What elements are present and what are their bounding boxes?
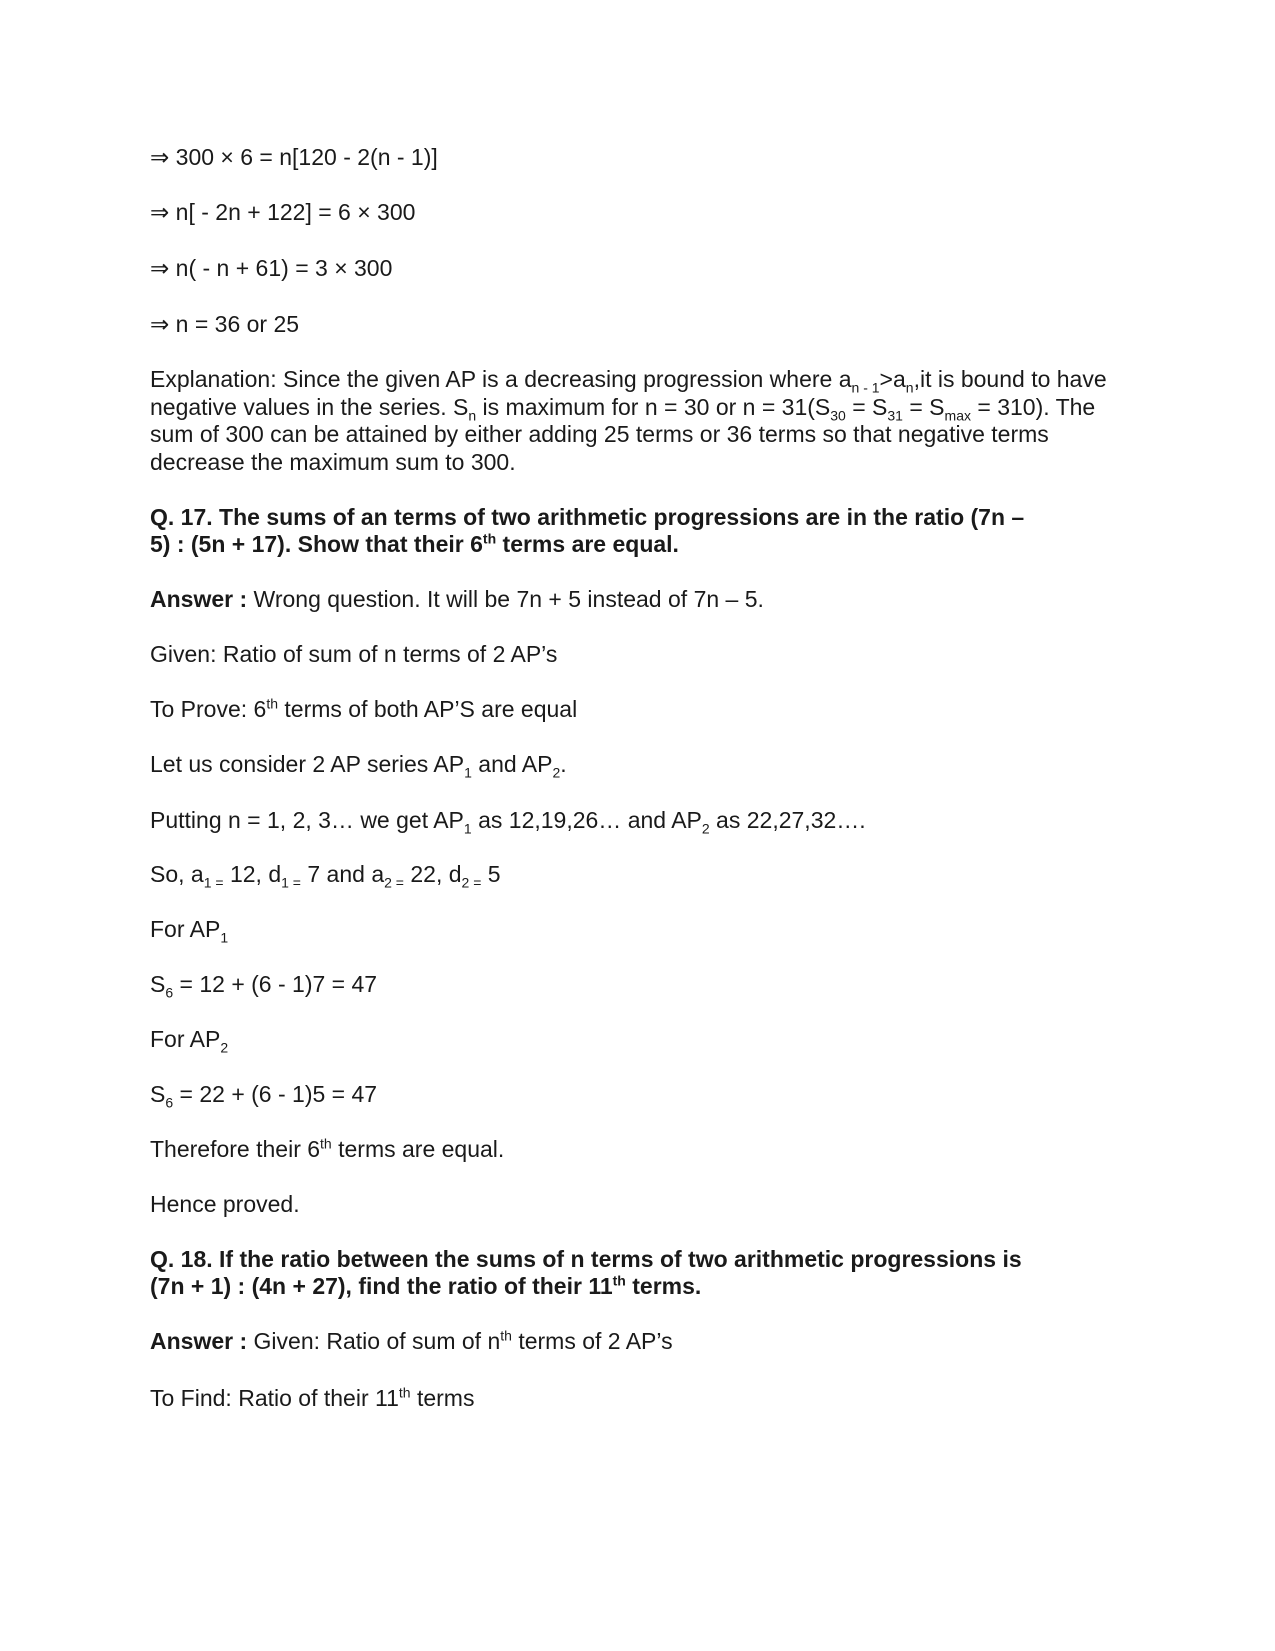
text: 12, d <box>223 861 282 887</box>
equation-line: ⇒ n[ - 2n + 122] = 6 × 300 <box>150 199 416 225</box>
for-ap2-line <box>150 1025 228 1054</box>
answer-label: Answer : <box>150 1328 248 1354</box>
subscript: 1 = <box>281 874 301 891</box>
explanation-text: = S <box>902 393 945 420</box>
subscript: n - 1 <box>851 379 880 396</box>
subscript: max <box>944 407 971 424</box>
superscript: th <box>266 695 279 712</box>
explanation-text: >a <box>879 366 906 392</box>
question-17-line-2 <box>150 530 679 559</box>
text: Therefore their 6 <box>150 1136 321 1162</box>
text: To Find: Ratio of their 11 <box>150 1385 399 1411</box>
putting-line <box>150 806 866 835</box>
values-line <box>150 860 501 889</box>
equation-line: ⇒ n = 36 or 25 <box>150 311 300 337</box>
equation-line: ⇒ 300 × 6 = n[120 - 2(n - 1)] <box>150 144 438 170</box>
answer-label: Answer : <box>150 586 248 612</box>
explanation-text: Explanation: Since the given AP is a decreasing progression where a <box>150 366 852 392</box>
to-find-line <box>150 1384 474 1413</box>
explanation-text: ,it is bound to have negative values in the series. S <box>150 366 1107 420</box>
text: For AP <box>150 916 221 942</box>
question-17-line-1: Q. 17. The sums of an terms of two arithmetic progressions are in the ratio (7n – <box>150 504 1025 530</box>
answer-text: Given: Ratio of sum of n <box>247 1328 501 1354</box>
explanation-text: = S <box>845 393 888 420</box>
subscript: 30 <box>830 407 846 424</box>
therefore-line <box>150 1135 504 1164</box>
explanation-text: = 310). The sum of 300 can be attained by either adding 25 terms or 36 terms so that negative terms decrease the maximum sum to 300. <box>150 393 1096 475</box>
consider-line <box>150 750 567 779</box>
text: = 12 + (6 - 1)7 = 47 <box>173 971 378 997</box>
subscript: 1 = <box>203 874 224 891</box>
text: as 12,19,26… and AP <box>471 807 702 833</box>
text: . <box>560 751 567 777</box>
text: and AP <box>471 751 553 777</box>
superscript: th <box>398 1384 411 1401</box>
text: Putting n = 1, 2, 3… we get AP <box>150 807 464 833</box>
subscript: 2 = <box>384 874 404 891</box>
text: 7 and a <box>300 861 385 887</box>
text: = 22 + (6 - 1)5 = 47 <box>173 1081 378 1107</box>
question-text: terms are equal. <box>496 531 679 557</box>
question-18-line-2 <box>150 1272 701 1301</box>
text: To Prove: 6 <box>150 696 267 722</box>
question-18-line-1: Q. 18. If the ratio between the sums of n terms of two arithmetic progressions is <box>150 1246 1022 1272</box>
text: 22, d <box>403 861 462 887</box>
subscript: 2 = <box>461 874 482 891</box>
subscript: n <box>905 379 914 396</box>
superscript: th <box>320 1135 332 1152</box>
subscript: 1 <box>464 764 472 781</box>
subscript: 2 <box>701 820 710 837</box>
subscript: 2 <box>552 764 561 781</box>
hence-line: Hence proved. <box>150 1191 300 1217</box>
subscript: n <box>468 407 477 424</box>
text: Let us consider 2 AP series AP <box>150 751 465 777</box>
subscript: 2 <box>220 1039 229 1056</box>
given-line: Given: Ratio of sum of n terms of 2 AP’s <box>150 641 558 667</box>
text: terms <box>410 1385 475 1411</box>
text: terms of both AP’S are equal <box>278 696 578 722</box>
equation-line: ⇒ n( - n + 61) = 3 × 300 <box>150 255 393 281</box>
answer-text: terms of 2 AP’s <box>511 1328 673 1354</box>
s6-ap2-line <box>150 1080 377 1109</box>
subscript: 1 <box>463 820 472 837</box>
answer-17-line <box>150 585 764 614</box>
subscript: 31 <box>887 407 903 424</box>
superscript: th <box>612 1272 626 1289</box>
text: 5 <box>481 861 501 887</box>
answer-18-line <box>150 1327 673 1356</box>
text: So, a <box>150 861 204 887</box>
subscript: 6 <box>165 984 174 1001</box>
s6-ap1-line <box>150 970 377 999</box>
question-text: terms. <box>625 1273 702 1299</box>
superscript: th <box>500 1327 512 1344</box>
to-prove-line <box>150 695 577 724</box>
text: S <box>150 1081 166 1107</box>
answer-text: Wrong question. It will be 7n + 5 instead of 7n – 5. <box>247 586 764 612</box>
text: as 22,27,32…. <box>709 807 866 833</box>
explanation-paragraph <box>150 366 1110 476</box>
question-text: (7n + 1) : (4n + 27), find the ratio of their 11 <box>150 1273 613 1299</box>
explanation-text: is maximum for n = 30 or n = 31(S <box>476 393 831 420</box>
question-text: 5) : (5n + 17). Show that their 6 <box>150 531 483 557</box>
text: S <box>150 971 166 997</box>
text: terms are equal. <box>331 1136 505 1162</box>
for-ap1-line <box>150 915 228 944</box>
superscript: th <box>482 530 497 547</box>
text: For AP <box>150 1026 221 1052</box>
subscript: 1 <box>220 929 229 946</box>
subscript: 6 <box>165 1094 174 1111</box>
